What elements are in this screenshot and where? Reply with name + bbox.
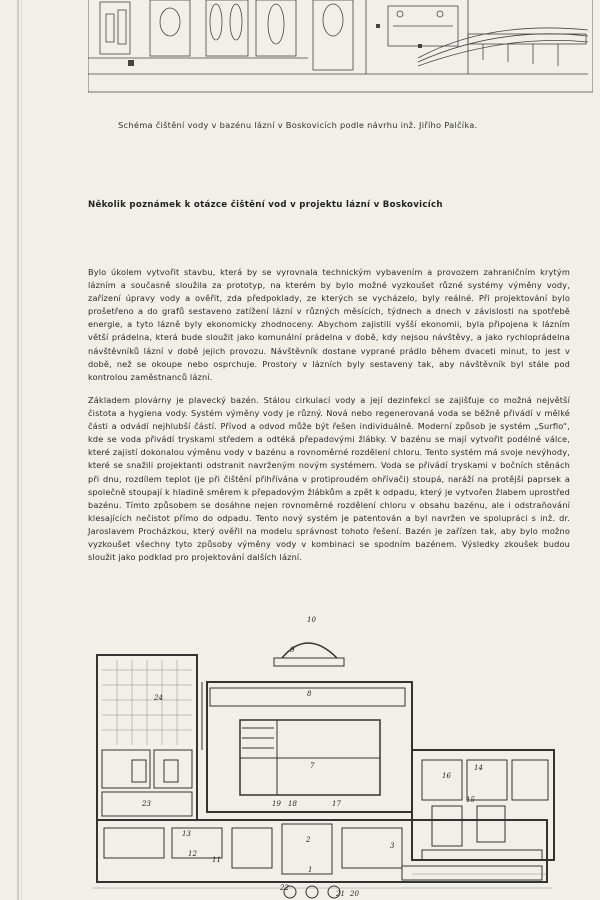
plan-label-1: 1	[308, 866, 313, 874]
plan-label-16: 16	[442, 772, 451, 780]
plan-label-3: 3	[390, 842, 395, 850]
plan-label-10: 10	[307, 616, 316, 624]
plan-label-9: 9	[290, 646, 295, 654]
plan-label-18: 18	[288, 800, 297, 808]
page-fold-shadow	[21, 0, 22, 900]
water-treatment-schematic	[88, 0, 593, 100]
plan-label-15: 15	[466, 796, 475, 804]
plan-label-17: 17	[332, 800, 341, 808]
plan-label-11: 11	[212, 856, 221, 864]
plan-label-7: 7	[310, 762, 315, 770]
plan-label-23: 23	[142, 800, 151, 808]
plan-label-19: 19	[272, 800, 281, 808]
floor-plan	[92, 610, 557, 900]
paragraph-2: Základem plovárny je plavecký bazén. Stálou cirkulací vody a její dezinfekcí se zajišťuje co možná největší čistota a hygiena vody. Systém výměny vody je různý. Nová nebo regenerovaná voda se běžně přivádí v mělké části a odvádí nejhlubší částí. Přívod a odvod může být řešen individuálně. Moderní způsob je systém „Surflo“, kde se voda přivádí tryskami středem a odtéká přepadovými žlábky. V bazénu se mají vytvořit podélné válce, které zajistí dokonalou výměnu vody v bazénu a rovnoměrné rozdělení chloru. Tento systém má svoje nevýhody, které se snažili projektanti odstranit navrženým novým systémem. Voda se přivádí tryskami v bočních stěnách při dnu, rozdílem teplot (je při čištění přihřívána v protiproudém ohřívači) stoupá, naráží na protější paprsek a společně stoupají k hladině směrem k přepadovým žlábkům a zpět k odpadu, který je vytvořen žlabem uprostřed bazénu. Tímto způsobem se dosáhne nejen rovnoměrné rozdělení chloru v obsahu bazénu, ale i odstraňování klesajících nečistot přímo do odpadu. Tento nový systém je patentován a byl navržen ve spolupráci s inž. dr. Jaroslavem Procházkou, který ověřil na modelu správnost tohoto řešení. Bazén je zařízen tak, aby bylo možno vyzkoušet všechny tyto způsoby výměny vody v kombinaci se spodním bazénem. Výsledky zkoušek budou sloužit jako podklad pro projektování dalších lázní.	[88, 395, 570, 563]
plan-label-24: 24	[154, 694, 163, 702]
plan-label-22: 22	[280, 884, 289, 892]
plan-label-14: 14	[474, 764, 483, 772]
plan-label-8: 8	[307, 690, 312, 698]
page-fold	[17, 0, 19, 900]
plan-label-13: 13	[182, 830, 191, 838]
plan-label-20: 20	[350, 890, 359, 898]
plan-label-2: 2	[306, 836, 311, 844]
plan-label-12: 12	[188, 850, 197, 858]
article-heading: Několik poznámek k otázce čištění vod v projektu lázní v Boskovicích	[88, 200, 443, 210]
plan-label-21: 21	[336, 890, 345, 898]
paragraph-1: Bylo úkolem vytvořit stavbu, která by se vyrovnala technickým vybavením a provozem zahraničním krytým lázním a současně sloužila za prototyp, na kterém by bylo možné vyzkoušet různé systémy výměny vody, zařízení úpravy vody a ověřit, zda předpoklady, ze kterých se vycházelo, byly reálné. Při projektování bylo prošetřeno a do grafů sestaveno zatížení lázní v různých měsících, týdnech a dnech v závislosti na spotřebě energie, a tyto lázně byly ekonomicky zhodnoceny. Abychom zajistili vyšší ekonomii, byla připojena k lázním větší prádelna, která bude sloužit jako komunální prádelna v době, kdy nejsou návštěvy, a jako rychloprádelna návštěvníků lázní v době jejich provozu. Návštěvník dostane vyprané prádlo během dvaceti minut, to jest v době, než se okoupe nebo osprchuje. Prostory v lázních byly sestaveny tak, aby návštěvník byl stále pod kontrolou zaměstnanců lázní.	[88, 267, 570, 382]
figure-caption: Schéma čištění vody v bazénu lázní v Boskovicích podle návrhu inž. Jiřího Palčíka.	[118, 120, 478, 130]
